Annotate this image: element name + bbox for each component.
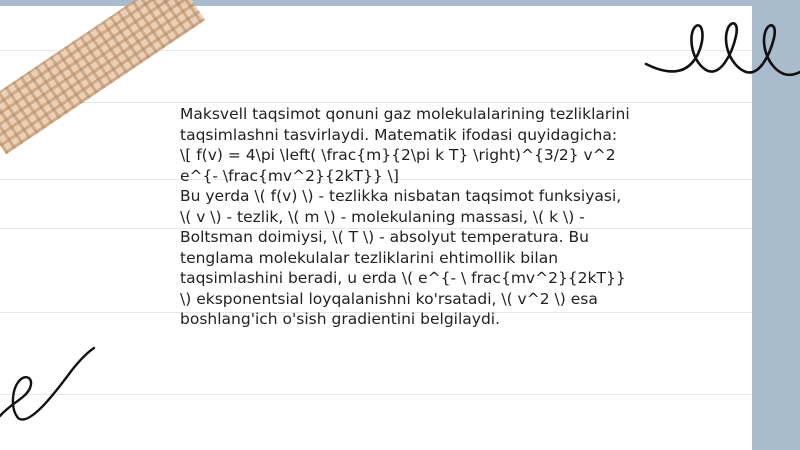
explanation-paragraph: Bu yerda \( f(v) \) - tezlikka nisbatan taqsimot funksiyasi, \( v \) - tezlik, \( m \) - molekulaning massasi, \( k \) - Boltsman doimiysi, \( T \) - absolyut temperatura. Bu tenglama molekulalar tezliklarini ehtimollik bilan taqsimlashini beradi, u erda \( e^{- \ frac{mv^2}{2kT}} \) eksponentsial loyqalanishni ko'rsatadi, \( v^2 \) esa boshlang'ich o'sish gradientini belgilaydi. bbox=[180, 187, 626, 328]
slide-text bbox=[180, 104, 630, 330]
scribble-swirl-icon bbox=[0, 346, 100, 426]
intro-paragraph: Maksvell taqsimot qonuni gaz molekulalarining tezliklarini taqsimlashni tasvirlaydi. Matematik ifodasi quyidagicha: bbox=[180, 105, 630, 144]
scribble-loops-icon bbox=[640, 14, 800, 84]
formula-line: \[ f(v) = 4\pi \left( \frac{m}{2\pi k T} \right)^{3/2} v^2 e^{- \frac{mv^2}{2kT}} \] bbox=[180, 146, 616, 185]
